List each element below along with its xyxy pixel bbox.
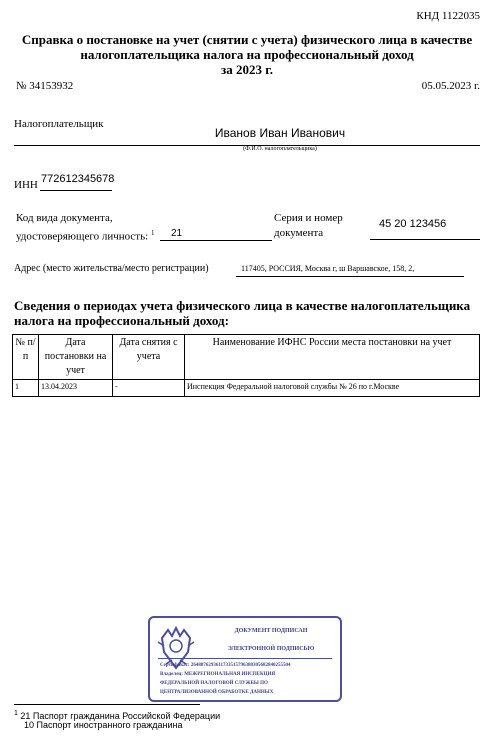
- fio-caption: (Ф.И.О. налогоплательщика): [243, 146, 317, 152]
- periods-heading-line-2: налога на профессиональный доход:: [14, 313, 229, 328]
- column-header-number: № п/п: [13, 335, 39, 380]
- address-label: Адрес (место жительства/место регистрации): [14, 263, 209, 274]
- stamp-owner-line-2: ФЕДЕРАЛЬНОЙ НАЛОГОВОЙ СЛУЖБЫ ПО: [160, 681, 268, 686]
- certificate-date: 05.05.2023 г.: [421, 80, 480, 92]
- doc-code-underline: [160, 240, 272, 241]
- doc-code-footnote-marker: 1: [150, 229, 155, 237]
- taxpayer-fio: Иванов Иван Иванович: [214, 126, 346, 140]
- periods-table: [12, 334, 480, 397]
- doc-code-label-line-2: [16, 226, 154, 245]
- stamp-owner-line-1: Владелец: МЕЖРЕГИОНАЛЬНАЯ ИНСПЕКЦИЯ: [160, 672, 276, 677]
- footnote-line-2: 10 Паспорт иностранного гражданина: [24, 720, 183, 730]
- series-label-line-2: документа: [274, 227, 324, 239]
- footnote-line-1: 21 Паспорт гражданина Российской Федерации: [20, 711, 221, 721]
- cell-deregistration-date: -: [113, 380, 185, 397]
- doc-code-value: 21: [171, 228, 183, 239]
- inn-value: 772612345678: [41, 173, 115, 185]
- table-row: [13, 380, 480, 397]
- doc-code-label-line-1: Код вида документа,: [16, 212, 113, 224]
- column-header-inspection: Наименование ИФНС России места постановки на учет: [185, 335, 480, 380]
- title-line-2: налогоплательщика налога на профессиональный доход: [80, 47, 414, 62]
- cell-registration-date: 13.04.2023: [39, 380, 113, 397]
- series-underline: [370, 239, 480, 240]
- footnote-marker: 1: [14, 710, 18, 717]
- cell-inspection: Инспекция Федеральной налоговой службы № 26 по г.Москве: [185, 380, 480, 397]
- document-title: [14, 32, 480, 77]
- periods-heading: [14, 298, 484, 328]
- series-number-value: 45 20 123456: [379, 218, 447, 230]
- column-header-registration-date: Дата постановки на учет: [39, 335, 113, 380]
- column-header-deregistration-date: Дата снятия с учета: [113, 335, 185, 380]
- stamp-certificate: Сертификат: 2648876293611733515796388305682840255504: [160, 663, 291, 668]
- stamp-line-1: ДОКУМЕНТ ПОДПИСАН: [234, 628, 308, 634]
- inn-underline: [40, 190, 112, 191]
- series-label: [274, 211, 343, 241]
- stamp-divider: [158, 658, 332, 659]
- title-line-1: Справка о постановке на учет (снятии с учета) физического лица в качестве: [21, 32, 473, 47]
- form-code: КНД 1122035: [416, 10, 480, 22]
- series-label-line-1: Серия и номер: [274, 212, 343, 224]
- stamp-line-2: ЭЛЕКТРОННОЙ ПОДПИСЬЮ: [227, 646, 315, 652]
- certificate-number: № 34153932: [16, 80, 74, 92]
- footnote-separator: [14, 704, 200, 705]
- electronic-signature-stamp: [148, 616, 342, 702]
- doc-code-label-text: удостоверяющего личность:: [16, 230, 149, 243]
- address-underline: [236, 276, 464, 277]
- table-header-row: [13, 335, 480, 380]
- taxpayer-label: Налогоплательщик: [14, 118, 104, 130]
- periods-heading-line-1: Сведения о периодах учета физического лица в качестве налогоплательщика: [14, 298, 471, 313]
- title-line-3: за 2023 г.: [221, 62, 273, 77]
- doc-code-label: [16, 211, 154, 245]
- inn-label: ИНН: [14, 179, 38, 191]
- cell-number: 1: [13, 380, 39, 397]
- address-value: 117405, РОССИЯ, Москва г, ш Варшавское, 158, 2,: [241, 264, 415, 273]
- stamp-owner-line-3: ЦЕНТРАЛИЗОВАННОЙ ОБРАБОТКЕ ДАННЫХ: [160, 690, 274, 695]
